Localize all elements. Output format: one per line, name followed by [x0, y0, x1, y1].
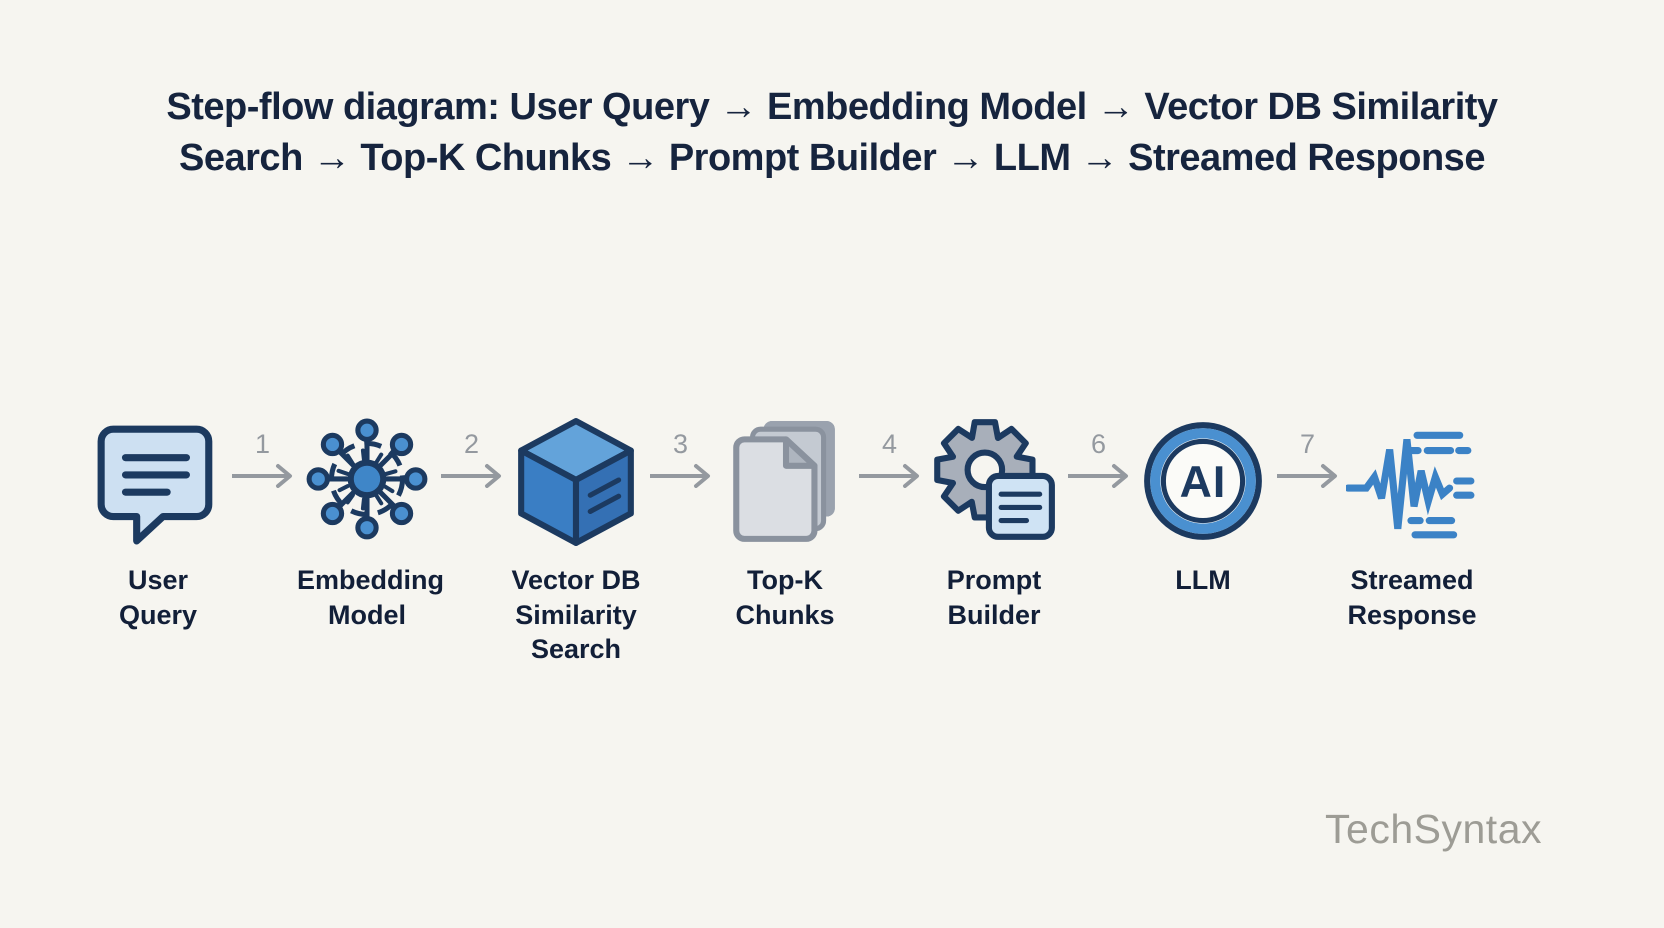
step-label: Top-K Chunks [735, 565, 835, 630]
document-stack-icon [719, 415, 851, 547]
step-user-query [73, 415, 243, 632]
step-embedding-model [282, 415, 452, 632]
flow-arrow-3 [661, 415, 700, 547]
right-arrow-icon [439, 462, 505, 488]
flow-arrow-4 [870, 415, 909, 547]
chat-bubble-icon [92, 415, 224, 547]
right-arrow-icon [230, 462, 296, 488]
arrow-number: 1 [254, 429, 271, 460]
network-hub-icon [301, 415, 433, 547]
diagram-title: Step-flow diagram: User Query → Embedding Model → Vector DB Similarity Search → Top-K Chunks → Prompt Builder → LLM → Streamed Response [166, 86, 1498, 179]
step-top-k-chunks [700, 415, 870, 632]
ai-text: AI [1179, 458, 1227, 508]
gear-note-icon [928, 415, 1060, 547]
right-arrow-icon [648, 462, 714, 488]
step-vector-db [491, 415, 661, 667]
step-label: User Query [118, 565, 198, 630]
flow-arrow-7 [1288, 415, 1327, 547]
arrow-number: 3 [672, 429, 689, 460]
ai-circle-icon [1137, 415, 1269, 547]
step-label: LLM [1175, 565, 1231, 596]
arrow-number: 4 [881, 429, 898, 460]
right-arrow-icon [857, 462, 923, 488]
step-label: Embedding Model [297, 565, 444, 630]
flow-arrow-2 [452, 415, 491, 547]
right-arrow-icon [1066, 462, 1132, 488]
step-label: Streamed Response [1347, 565, 1477, 630]
step-label: Prompt Builder [946, 565, 1042, 630]
arrow-number: 7 [1299, 429, 1316, 460]
vector-cube-icon [510, 415, 642, 547]
arrow-number: 2 [463, 429, 480, 460]
right-arrow-icon [1275, 462, 1341, 488]
waveform-icon [1346, 415, 1478, 547]
step-llm [1118, 415, 1288, 598]
flow-row [0, 415, 1664, 667]
step-prompt-builder [909, 415, 1079, 632]
flow-arrow-6 [1079, 415, 1118, 547]
watermark: TechSyntax [1325, 806, 1542, 852]
flow-arrow-1 [243, 415, 282, 547]
arrow-number: 6 [1090, 429, 1107, 460]
step-label: Vector DB Similarity Search [511, 565, 641, 665]
step-streamed-response [1327, 415, 1497, 632]
